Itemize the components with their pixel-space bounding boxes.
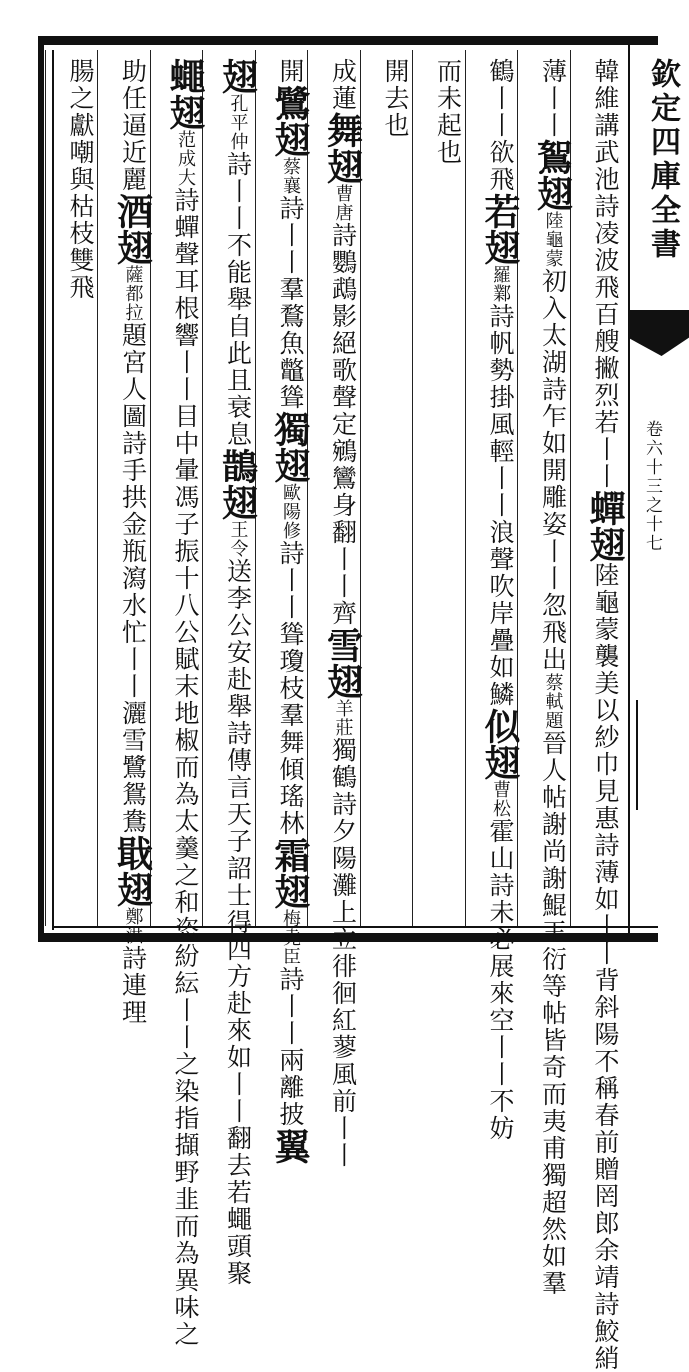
headword: 鷺翅 (269, 85, 311, 157)
column-rule (517, 50, 518, 926)
quote-text: 開 (276, 58, 305, 85)
text-column (570, 58, 626, 1372)
author-note: 鄭洪 (122, 907, 144, 945)
headword: 蠅翅 (164, 58, 206, 130)
author-note: 薩都拉 (122, 265, 144, 322)
quote-text: 霍山詩未必展來空丨丨不妨 (486, 818, 515, 1142)
column-rule (150, 50, 151, 926)
quote-text: 送李公安赴舉詩傳言天子詔士得四方赴來如丨丨翻去若蠅頭聚 (223, 558, 253, 1287)
quote-text: 助任逼近麗 (118, 58, 148, 193)
headword: 鵲翅 (216, 448, 259, 520)
author-note: 羅鄴 (490, 265, 511, 303)
quote-text: 成蓮 (328, 58, 358, 112)
fold-short-rule (636, 700, 638, 810)
author-note: 歐陽修 (280, 483, 301, 540)
headword: 舞翅 (321, 112, 364, 184)
quote-text: 詩帆勢掛風輕丨丨浪聲吹岸疊如鱗 (486, 303, 515, 708)
quote-text: 題宮人圖詩手拱金瓶瀉水忙丨丨灑雪鷺鴛鴦 (118, 322, 148, 835)
quote-text: 陸龜蒙襲美以紗巾見惠詩薄如丨丨背斜陽不稱春前贈罔郎余靖詩鮫綃 (591, 562, 620, 1372)
book-title: 欽定四庫全書 (645, 58, 680, 262)
headword: 似翅 (479, 708, 521, 780)
text-column (412, 58, 465, 920)
text-column (360, 58, 413, 920)
column-rule (412, 50, 413, 926)
quote-text: 詩丨丨兩離披 (276, 966, 305, 1128)
author-note: 梅堯臣 (280, 909, 301, 966)
author-note: 王令 (227, 520, 249, 558)
text-column (45, 58, 98, 920)
quote-text: 初入太湖詩乍如開雕姿丨丨忽飛出 (538, 268, 568, 673)
quote-text: 詩丨丨羣鶩魚鼈聳 (276, 195, 305, 411)
column-rule (465, 50, 466, 926)
headword: 雪翅 (321, 627, 364, 699)
quote-text: 晉人帖謝尚謝鯤王衍等帖皆奇而夷甫獨超然如羣 (538, 730, 568, 1297)
headword: 霜翅 (269, 837, 311, 909)
column-rule (97, 50, 98, 926)
author-note: 曹松 (490, 780, 511, 818)
headword: 酒翅 (111, 193, 154, 265)
text-column (202, 58, 259, 1287)
text-column (255, 58, 311, 1164)
volume-label: 卷六十三之十七 (642, 420, 662, 553)
quote-text: 鶴丨丨欲飛 (486, 58, 515, 193)
quote-text: 詩丨丨不能舉自此且衰息 (223, 151, 253, 448)
text-column (307, 58, 364, 1169)
headword: 獨翅 (269, 411, 311, 483)
column-rule (307, 50, 308, 926)
quote-text: 詩鸚鵡影絕歌聲定鵷鸞身翻丨丨齊 (328, 222, 358, 627)
quote-text: 詩蟬聲耳根響丨丨目中暈馮子振十八公賦末地椒而為太羹之和恣紛紜丨丨之染指擷野韭而為異味之 (171, 187, 200, 1348)
author-note: 曹唐 (332, 184, 354, 222)
quote-text: 詩丨丨聳瓊枝羣舞傾瑤林 (276, 540, 305, 837)
fold-rule (628, 36, 630, 940)
quote-text: 而未起也 (433, 58, 463, 166)
author-note: 范成大 (175, 130, 196, 187)
quote-text: 腸之獻嘲 (66, 58, 95, 166)
headword: 翼 (269, 1128, 311, 1164)
text-column (150, 58, 206, 1348)
quote-text: 薄丨丨 (538, 58, 568, 139)
author-note: 孔平仲 (227, 94, 249, 151)
headword: 若翅 (479, 193, 521, 265)
quote-text: 詩連理 (118, 945, 148, 1026)
column-rule (45, 50, 46, 926)
quote-text: 開去也 (381, 58, 410, 139)
headword: 戢翅 (111, 835, 154, 907)
headword: 翅 (216, 58, 259, 94)
author-note: 羊莊 (332, 699, 354, 737)
headword: 鴽翅 (531, 139, 574, 211)
author-note: 陸龜蒙 (542, 211, 564, 268)
author-note: 蔡襄 (280, 157, 301, 195)
text-column (97, 58, 154, 1026)
headword: 蟬翅 (584, 490, 626, 562)
text-column (517, 58, 574, 1297)
quote-text: 與枯枝雙飛 (66, 166, 95, 301)
column-rule (202, 50, 203, 926)
text-column (465, 58, 521, 1142)
author-note: 蔡軾題 (542, 673, 564, 730)
quote-text: 韓維講武池詩凌波飛百艘撇烈若丨丨 (591, 58, 620, 490)
quote-text: 獨鶴詩夕陽灘上立徘徊紅蓼風前丨丨 (328, 737, 358, 1169)
